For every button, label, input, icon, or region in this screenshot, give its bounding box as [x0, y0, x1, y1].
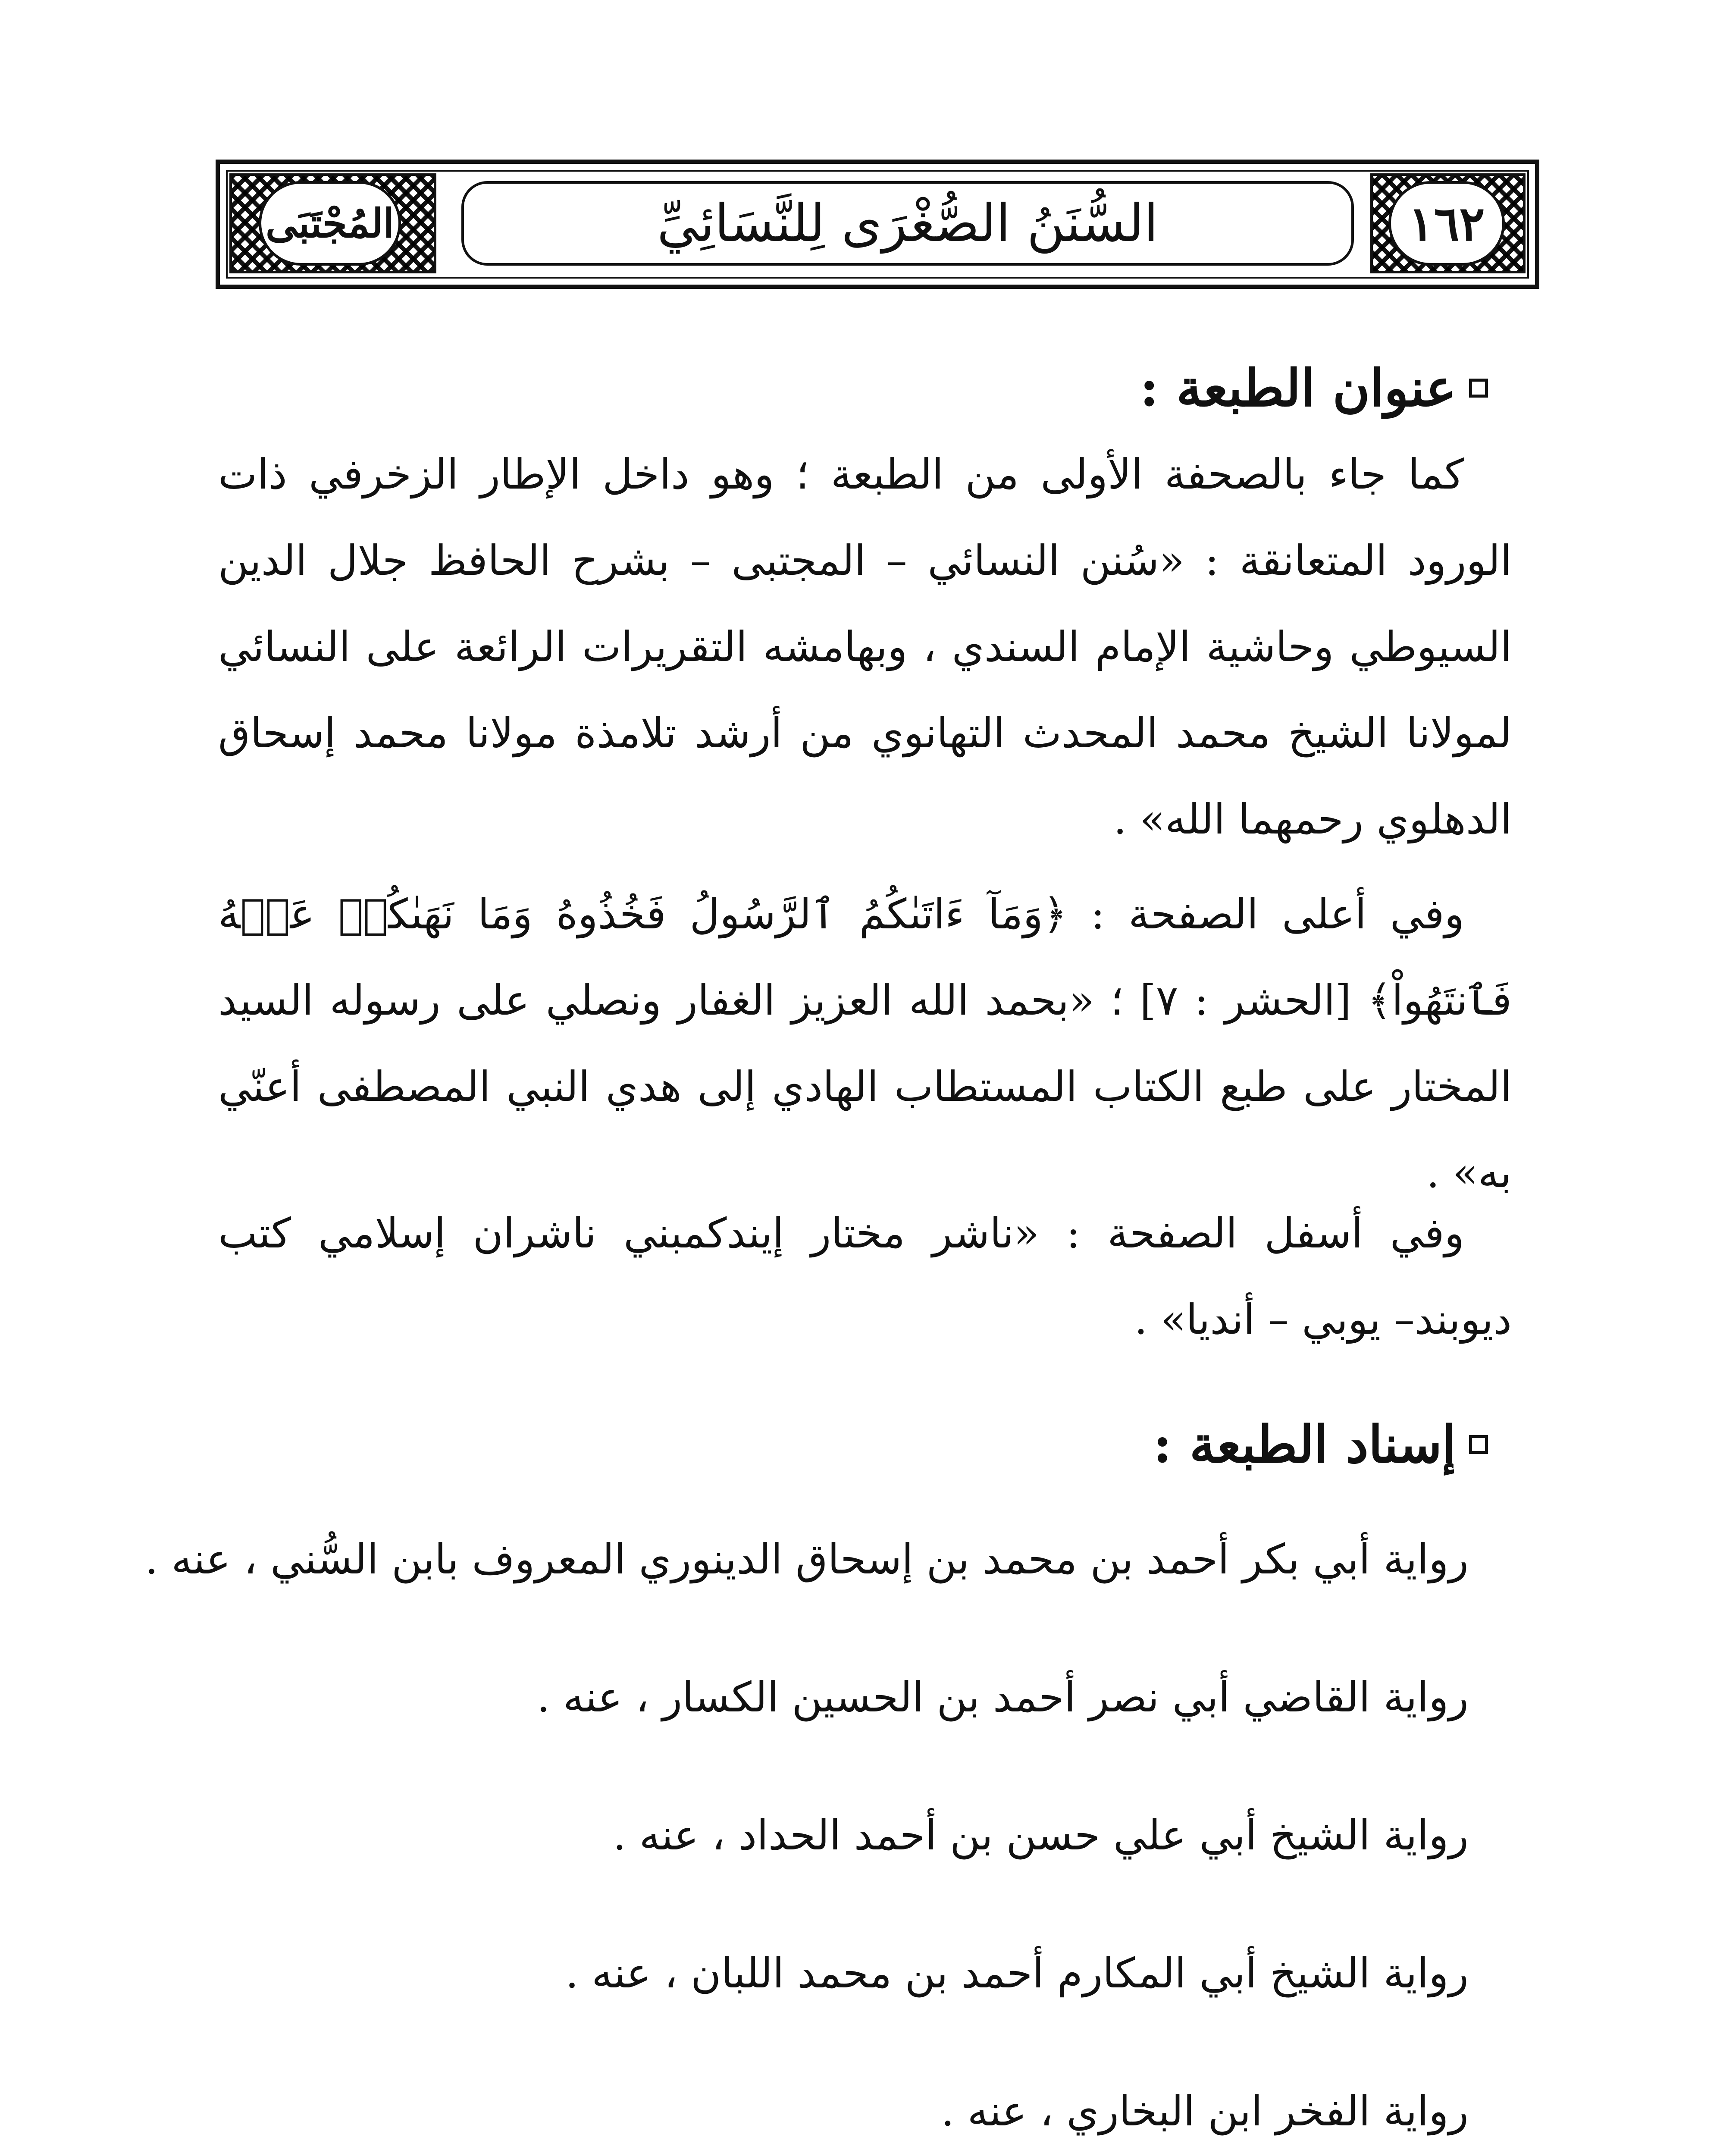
- chain-line-5: رواية الفخر ابن البخاري ، عنه .: [941, 2087, 1469, 2135]
- square-bullet-icon: [1469, 379, 1488, 398]
- section-heading-edition-title: [1140, 358, 1488, 418]
- page-header: [216, 160, 1539, 289]
- heading-text: إسناد الطبعة :: [1153, 1414, 1456, 1474]
- heading-text: عنوان الطبعة :: [1140, 358, 1456, 418]
- chain-line-1: رواية أبي بكر أحمد بن محمد بن إسحاق الدينوري المعروف بابن السُّني ، عنه .: [145, 1535, 1469, 1583]
- page-number: ١٦٢: [1388, 181, 1505, 266]
- paragraph-page-top: وفي أعلى الصفحة : ﴿وَمَآ ءَاتَىٰكُمُ ٱلرَّسُولُ فَخُذُوهُ وَمَا نَهَىٰكُمۡ عَنۡهُ فَٱنتَهُواْ﴾ [الحشر : ٧] ؛ «بحمد الله العزيز الغفار ونصلي على رسوله السيد المختار على طبع الكتاب المستطاب الهادي إلى هدي النبي المصطفى أعنّي به» .: [218, 890, 1512, 1197]
- section-heading-edition-chain: [1153, 1414, 1488, 1474]
- chain-line-4: رواية الشيخ أبي المكارم أحمد بن محمد اللبان ، عنه .: [565, 1949, 1469, 1997]
- chain-line-3: رواية الشيخ أبي علي حسن بن أحمد الحداد ، عنه .: [613, 1811, 1469, 1859]
- paragraph-edition-description: كما جاء بالصحفة الأولى من الطبعة ؛ وهو داخل الإطار الزخرفي ذات الورود المتعانقة : «سُنن النسائي – المجتبى – بشرح الحافظ جلال الدين السيوطي وحاشية الإمام السندي ، وبهامشه التقريرات الرائعة على النسائي لمولانا الشيخ محمد المحدث التهانوي من أرشد تلامذة مولانا محمد إسحاق الدهلوي رحمهما الله» .: [218, 450, 1512, 843]
- square-bullet-icon: [1469, 1435, 1488, 1454]
- book-short-title: المُجْتَبَى: [259, 181, 401, 266]
- chain-line-2: رواية القاضي أبي نصر أحمد بن الحسين الكسار ، عنه .: [536, 1673, 1469, 1721]
- paragraph-page-bottom: وفي أسفل الصفحة : «ناشر مختار إيندكمبني ناشران إسلامي كتب ديوبند– يوبي – أنديا» .: [218, 1209, 1512, 1344]
- running-title: السُّنَنُ الصُّغْرَى لِلنَّسَائِيِّ: [461, 181, 1354, 266]
